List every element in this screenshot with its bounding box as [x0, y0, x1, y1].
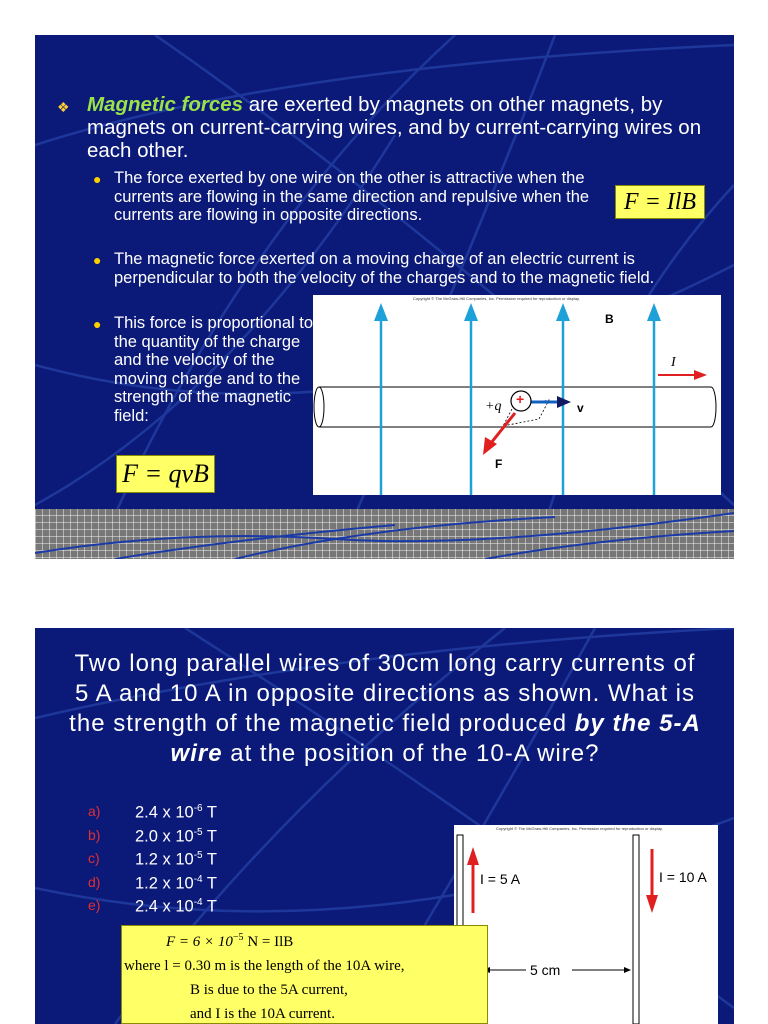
dot-bullet-icon: ●	[93, 252, 102, 268]
option-value: 1.2 x $10^{-4}$ T	[135, 873, 217, 892]
plus-sign-icon: +	[516, 391, 525, 407]
option-value: 1.2 x $10^{-5}$ T	[135, 850, 217, 869]
sub-bullet-2	[93, 250, 733, 287]
solution-line-2: where l = 0.30 m is the length of the 10A wire,	[124, 958, 405, 974]
option-letter: b)	[88, 826, 101, 843]
label-velocity-v: v	[577, 401, 584, 415]
main-bullet	[57, 93, 727, 162]
sub-bullet-1	[93, 169, 603, 225]
option-letter: a)	[88, 803, 101, 819]
solution-line-4: and I is the 10A current.	[190, 1006, 335, 1022]
sub-bullet-text: The magnetic force exerted on a moving charge of an electric current is perpendicular to both the velocity of the charges and to the magnetic field.	[114, 250, 655, 287]
label-force-f: F	[495, 457, 503, 471]
label-current-10a: I = 10 A	[659, 869, 707, 885]
option-letter: c)	[88, 850, 100, 866]
diagram-copyright: Copyright © The McGraw-Hill Companies, Inc. Permission required for reproduction or display.	[496, 826, 663, 831]
label-b-field: B	[605, 312, 614, 326]
option-value: 2.4 x $10^{-4}$ T	[135, 897, 217, 916]
main-bullet-text	[57, 93, 727, 162]
question-emphasis: by the 5-A wire	[170, 710, 701, 767]
parallel-wires-diagram	[454, 825, 718, 1024]
charge-force-diagram	[313, 295, 721, 495]
option-value: 2.4 x $10^{-6}$ T	[135, 803, 217, 822]
option-value: 2.0 x $10^{-5}$ T	[135, 826, 217, 845]
dot-bullet-icon: ●	[93, 316, 102, 332]
highlight-term: Magnetic forces	[87, 93, 244, 116]
dot-bullet-icon: ●	[93, 171, 102, 187]
option-letter: d)	[88, 873, 101, 890]
sub-bullet-text: This force is proportional to the quantity of the charge and the velocity of the moving charge and to the strength of the magnetic field:	[114, 314, 314, 425]
slide-question	[35, 628, 734, 1024]
solution-box	[121, 925, 488, 1024]
option-letter: e)	[88, 897, 101, 913]
question-part1: Two long parallel wires of 30cm long carry currents of 5 A and 10 A in opposite directions as shown. What is the strength of the magnetic field produced	[69, 650, 696, 737]
slide-magnetic-forces	[35, 35, 734, 559]
formula-qvb: F = qvB	[116, 455, 215, 493]
solution-line-1: $F = 6 \times 10^{-5}$ N = IlB	[166, 932, 294, 950]
parallel-wires-svg	[454, 825, 718, 1024]
diagram-copyright: Copyright © The McGraw-Hill Companies, Inc. Permission required for reproduction or display.	[413, 296, 580, 301]
question-part2: at the position of the 10-A wire?	[222, 740, 600, 767]
sub-bullet-3	[93, 314, 313, 425]
sub-bullet-text: The force exerted by one wire on the other is attractive when the currents are flowing in the same direction and repulsive when the currents are flowing in opposite directions.	[114, 169, 590, 224]
formula-ilb: F = IlB	[615, 185, 705, 219]
label-distance: 5 cm	[530, 962, 561, 978]
label-current-5a: I = 5 A	[480, 871, 521, 887]
label-charge-q: +q	[485, 399, 502, 414]
main-bullet-body: are exerted by magnets on other magnets, by magnets on current-carrying wires, and by current-carrying wires on each other.	[87, 93, 702, 162]
label-current-i: I	[671, 355, 676, 370]
solution-line-3: B is due to the 5A current,	[190, 982, 348, 998]
grid-band-streaks	[35, 509, 734, 559]
diamond-bullet-icon: ❖	[57, 99, 70, 115]
question-text	[65, 649, 705, 769]
